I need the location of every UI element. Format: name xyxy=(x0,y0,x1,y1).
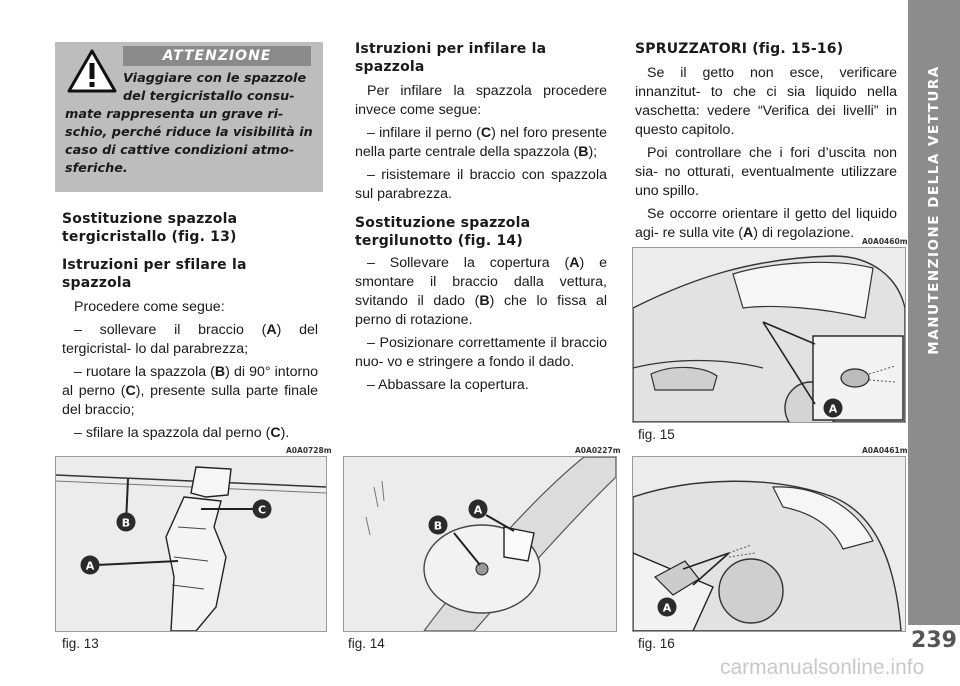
fig13-image xyxy=(55,456,327,632)
intro-sfilare: Procedere come segue: xyxy=(74,299,225,315)
intro-infilare: Per infilare la spazzola procedere invece come segue: xyxy=(355,83,607,118)
fig13-caption: fig. 13 xyxy=(62,636,99,651)
step-tergilunotto-2: – Posizionare correttamente il braccio nuo- vo e stringere a fondo il dado. xyxy=(355,335,607,370)
heading-spruzzatori: SPRUZZATORI (fig. 15-16) xyxy=(635,41,844,57)
spruzzatori-para-2: Poi controllare che i fori d’uscita non sia- no otturati, eventualmente utilizzare uno spillo. xyxy=(635,145,897,199)
fig13-code: A0A0728m xyxy=(286,446,332,455)
fig15-image xyxy=(632,247,906,423)
fig14-caption: fig. 14 xyxy=(348,636,385,651)
svg-text:B: B xyxy=(433,519,443,533)
subheading-sfilare: Istruzioni per sfilare la spazzola xyxy=(62,257,247,291)
column-2 xyxy=(355,40,607,395)
step-infilare-1: – infilare il perno (C) nel foro presente nella parte centrale della spazzola (B); xyxy=(355,125,607,160)
fig16-caption: fig. 16 xyxy=(638,636,675,651)
heading-spazzola-tergicristallo: Sostituzione spazzola tergicristallo (fig. 13) xyxy=(62,211,238,245)
subheading-infilare: Istruzioni per infilare la spazzola xyxy=(355,41,547,75)
svg-text:A: A xyxy=(473,503,483,517)
fig16-code: A0A0461m xyxy=(862,446,908,455)
warning-title: ATTENZIONE xyxy=(123,46,311,66)
svg-text:A: A xyxy=(85,559,95,573)
fig16-image xyxy=(632,456,906,632)
column-3 xyxy=(635,40,897,243)
column-1 xyxy=(62,210,318,443)
svg-text:B: B xyxy=(121,516,131,530)
spruzzatori-para-3: Se occorre orientare il getto del liquido agi- re sulla vite (A) di regolazione. xyxy=(635,206,897,241)
step-tergilunotto-3: – Abbassare la copertura. xyxy=(367,377,529,393)
fig13-label-b xyxy=(116,512,136,537)
step-tergilunotto-1: – Sollevare la copertura (A) e smontare il braccio dalla vettura, svitando il dado (B) che lo fissa al perno di rotazione. xyxy=(355,255,607,328)
step-sfilare-2: – ruotare la spazzola (B) di 90° intorno al perno (C), presente sulla parte finale del braccio; xyxy=(62,364,319,418)
page-number: 239 xyxy=(911,628,957,653)
fig14-label-b xyxy=(428,515,448,540)
side-tab xyxy=(908,0,960,625)
svg-text:C: C xyxy=(257,503,267,517)
spruzzatori-para-1: Se il getto non esce, verificare innanzitut- to che ci sia liquido nella vaschetta: vedere “Verifica dei livelli” in questo capitolo. xyxy=(635,65,897,138)
step-sfilare-3: – sfilare la spazzola dal perno (C). xyxy=(74,425,290,441)
warning-text: Viaggiare con le spazzole del tergicristallo consu- mate rappresenta un grave ri- schio, perché riduce la visibilità in caso di cattive condizioni atmo- sferiche. xyxy=(65,71,313,176)
fig14-label-a xyxy=(468,499,488,524)
fig15-caption: fig. 15 xyxy=(638,427,675,442)
fig14-code: A0A0227m xyxy=(575,446,621,455)
fig15-code: A0A0460m xyxy=(862,237,908,246)
fig13-label-a xyxy=(80,555,100,580)
svg-text:A: A xyxy=(662,601,672,615)
step-sfilare-1: – sollevare il braccio (A) del tergicristal- lo dal parabrezza; xyxy=(62,322,318,357)
fig16-label-a xyxy=(657,597,677,622)
heading-spazzola-tergilunotto: Sostituzione spazzola tergilunotto (fig. 14) xyxy=(355,215,531,249)
fig14-image xyxy=(343,456,617,632)
side-tab-label: MANUTENZIONE DELLA VETTURA xyxy=(926,65,942,355)
svg-text:A: A xyxy=(828,402,838,416)
watermark: carmanualsonline.info xyxy=(720,656,925,679)
step-infilare-2: – risistemare il braccio con spazzola sul parabrezza. xyxy=(355,167,607,202)
fig15-label-a xyxy=(823,398,843,423)
warning-box xyxy=(55,42,323,192)
fig13-label-c xyxy=(252,499,272,524)
